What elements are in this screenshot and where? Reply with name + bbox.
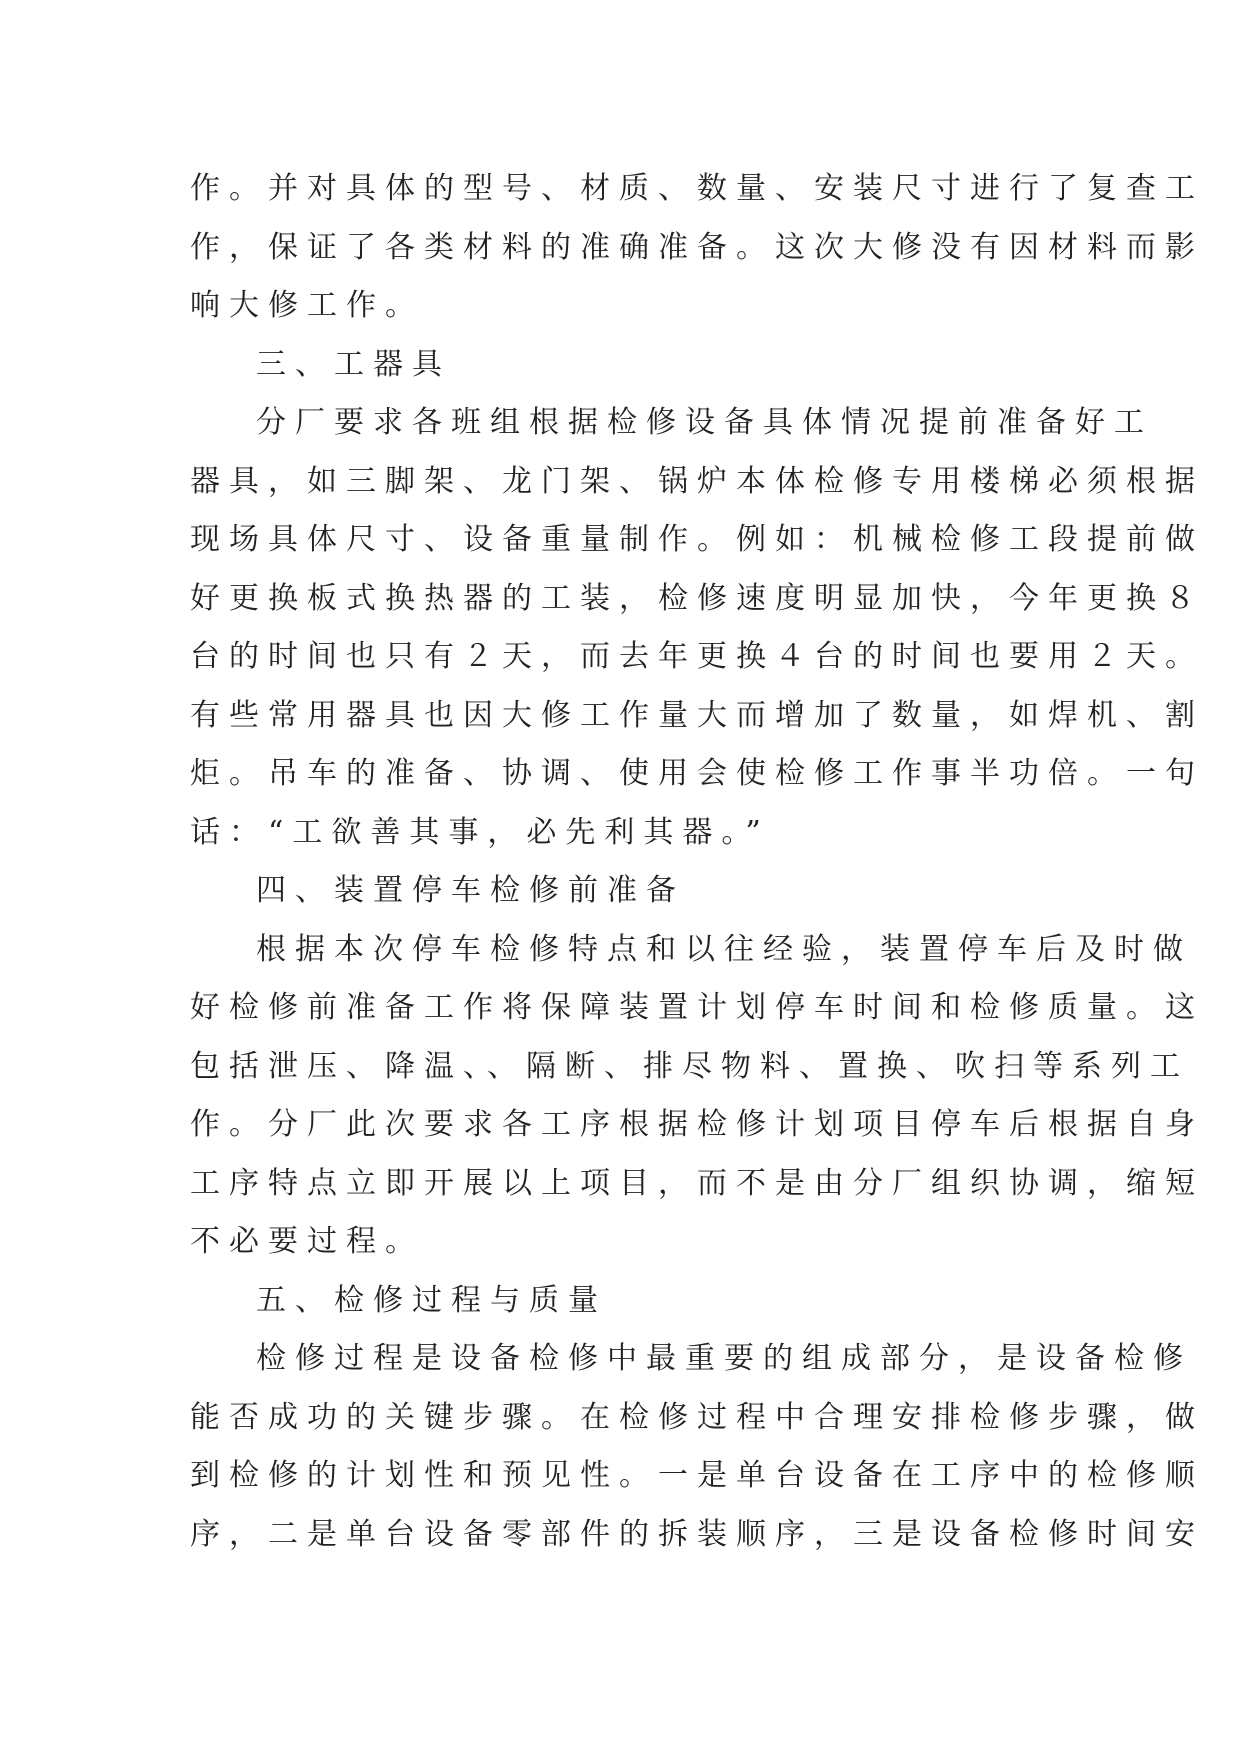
text-line: 能否成功的关键步骤。在检修过程中合理安排检修步骤，做 (190, 1399, 1204, 1435)
text-line: 根据本次停车检修特点和以往经验，装置停车后及时做 (256, 931, 1192, 967)
text-line: 台的时间也只有２天，而去年更换４台的时间也要用２天。 (190, 639, 1204, 674)
text-line: 序，二是单台设备零部件的拆装顺序，三是设备检修时间安 (190, 1516, 1204, 1552)
text-line: 分厂要求各班组根据检修设备具体情况提前准备好工 (256, 405, 1153, 440)
section-heading: 五、检修过程与质量 (256, 1282, 607, 1318)
text-line: 工序特点立即开展以上项目，而不是由分厂组织协调，缩短 (190, 1165, 1204, 1201)
text-line: 现场具体尺寸、设备重量制作。例如：机械检修工段提前做 (190, 522, 1204, 557)
text-line: 包括泄压、降温、、隔断、排尽物料、置换、吹扫等系列工 (190, 1048, 1189, 1084)
text-line: 作，保证了各类材料的准确准备。这次大修没有因材料而影 (190, 229, 1204, 265)
text-line: 有些常用器具也因大修工作量大而增加了数量，如焊机、割 (190, 697, 1204, 733)
text-line: 作。分厂此次要求各工序根据检修计划项目停车后根据自身 (190, 1107, 1204, 1142)
text-line: 作。并对具体的型号、材质、数量、安装尺寸进行了复查工 (190, 171, 1204, 206)
text-line: 到检修的计划性和预见性。一是单台设备在工序中的检修顺 (190, 1458, 1204, 1493)
text-line: 检修过程是设备检修中最重要的组成部分，是设备检修 (256, 1341, 1192, 1376)
text-line: 响大修工作。 (190, 288, 424, 323)
document-body (190, 160, 1204, 1564)
text-line: 不必要过程。 (190, 1224, 424, 1259)
section-heading: 三、工器具 (256, 346, 451, 382)
text-line: 话：“工欲善其事，必先利其器。” (190, 814, 770, 850)
text-line: 好检修前准备工作将保障装置计划停车时间和检修质量。这 (190, 990, 1204, 1025)
text-line: 好更换板式换热器的工装，检修速度明显加快，今年更换８ (190, 580, 1204, 616)
text-line: 器具，如三脚架、龙门架、锅炉本体检修专用楼梯必须根据 (190, 463, 1204, 499)
section-heading: 四、装置停车检修前准备 (256, 873, 685, 908)
text-line: 炬。吊车的准备、协调、使用会使检修工作事半功倍。一句 (190, 756, 1204, 791)
